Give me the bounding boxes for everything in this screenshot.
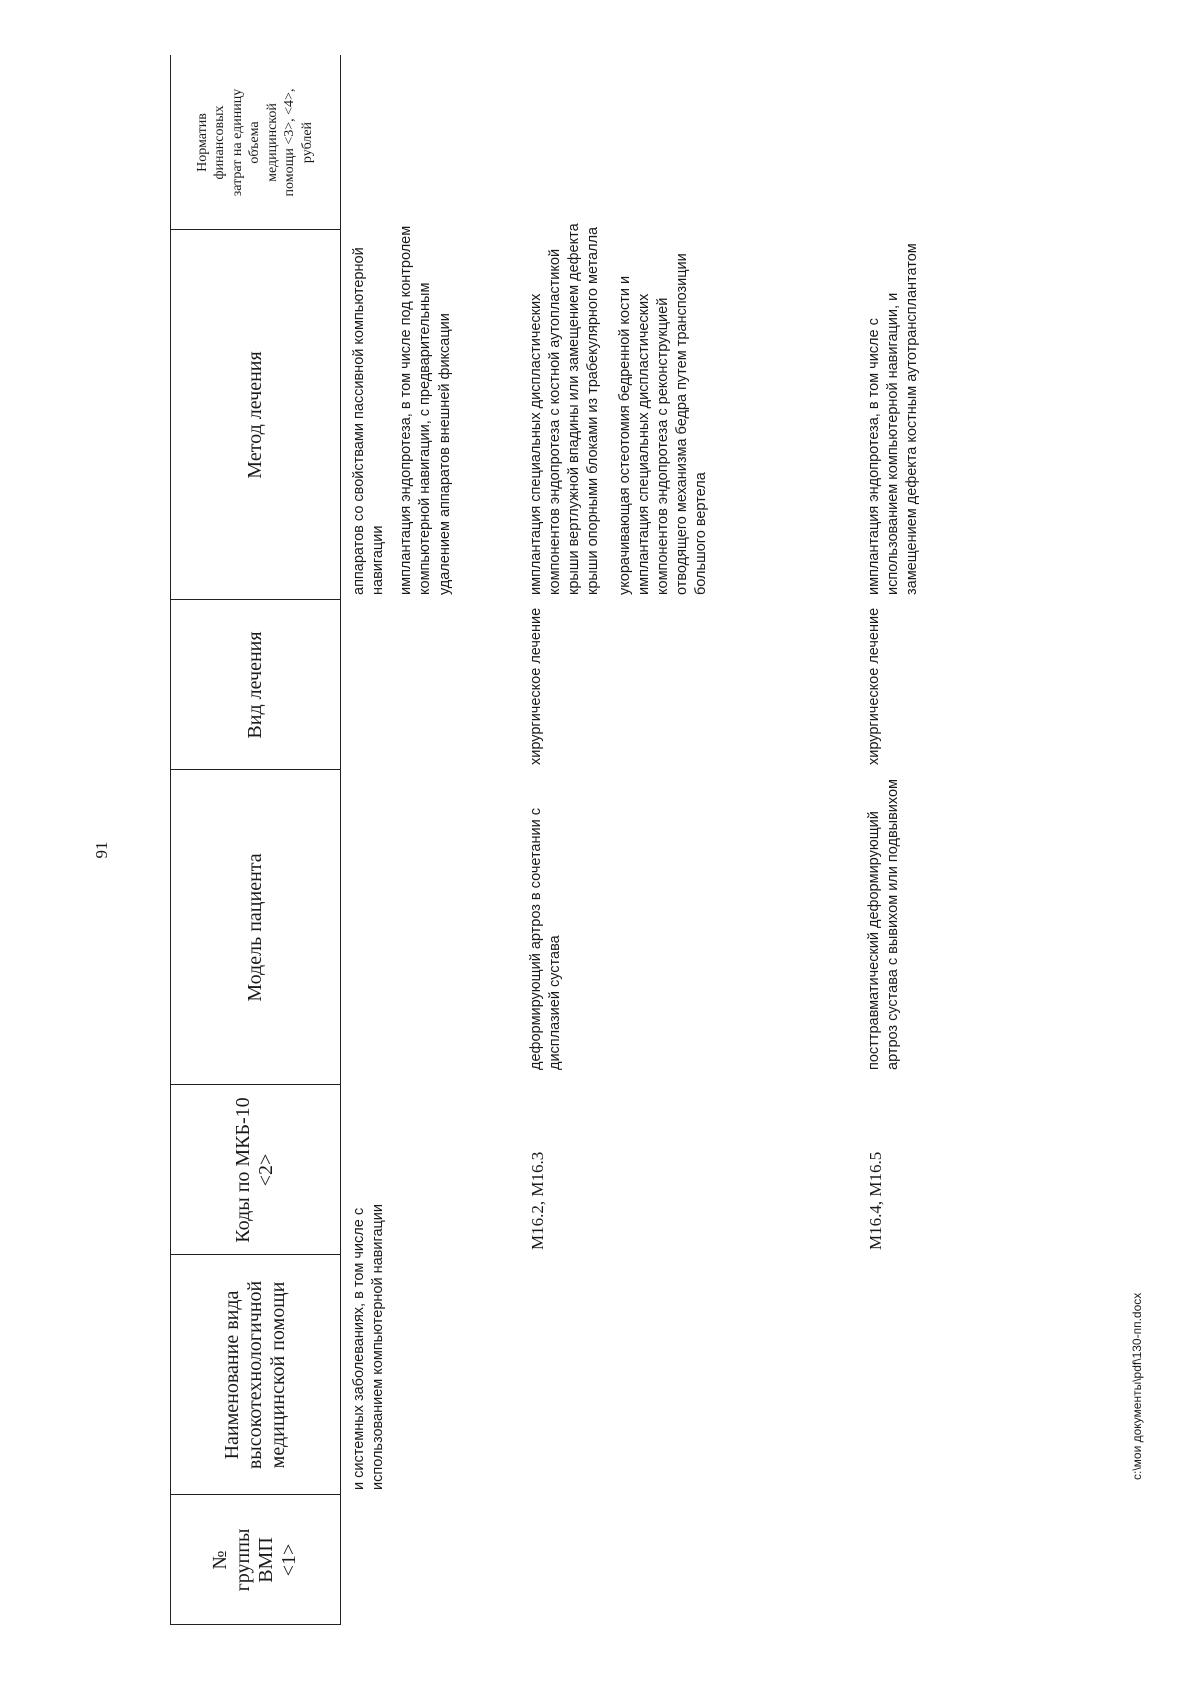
header-norm: Норматив финансовых затрат на единицу объема медицинской помощи <3>, <4>, рублей (194, 88, 315, 197)
rotated-table (170, 55, 990, 1625)
table-row-1-methods (350, 215, 464, 595)
header-method: Метод лечения (243, 351, 266, 479)
table-row-2-methods (527, 215, 720, 595)
footer-file-path: c:\мои документы\pdf\130-пп.docx (1130, 1292, 1144, 1480)
table-row-3-methods (865, 215, 931, 595)
header-model: Модель пациента (243, 853, 266, 1002)
header-group-no: № группы ВМП <1> (209, 1528, 300, 1592)
method-item: имплантация эндопротеза, в том числе под контролем компьютерной навигации, с предварительным удалением аппаратов внешней фиксации (398, 225, 453, 595)
table-header-rule (340, 55, 341, 1625)
table-row-2-model: деформирующий артроз в сочетании с дисплазией сустава (528, 808, 564, 1070)
table-row-3-model: посттравматический деформирующий артроз сустава с вывихом или подвывихом (866, 778, 902, 1070)
table-row-3-icd: M16.4, M16.5 (866, 1151, 885, 1250)
table-row-2-treatment-type: хирургическое лечение (528, 607, 544, 765)
table-row-1-name: и системных заболеваниях, в том числе с использованием компьютерной навигации (351, 1203, 387, 1490)
method-item: укорачивающая остеотомия бедренной кости и имплантация специальных диспластических компонентов эндопротеза с реконструкцией отводящего механизма бедра путем транспозиции большого вертела (616, 253, 709, 595)
page-number: 91 (92, 841, 111, 859)
header-name: Наименование вида высокотехнологичной медицинской помощи (220, 1280, 289, 1470)
method-item: имплантация специальных диспластических компонентов эндопротеза с костной аутопластикой крыши вертлужной впадины или замещением дефекта крыши опорными блоками из трабекулярного металла (528, 223, 602, 595)
method-item: аппаратов со свойствами пассивной компьютерной навигации (351, 247, 387, 595)
table-row-3-treatment-type: хирургическое лечение (866, 607, 882, 765)
header-icd: Коды по МКБ-10 <2> (232, 1097, 277, 1243)
table-row-2-icd: M16.2, M16.3 (528, 1151, 547, 1250)
method-item: имплантация эндопротеза, в том числе с использованием компьютерной навигации, и замещением дефекта костным аутотрансплантатом (866, 243, 921, 595)
header-treatment-type: Вид лечения (243, 631, 266, 739)
